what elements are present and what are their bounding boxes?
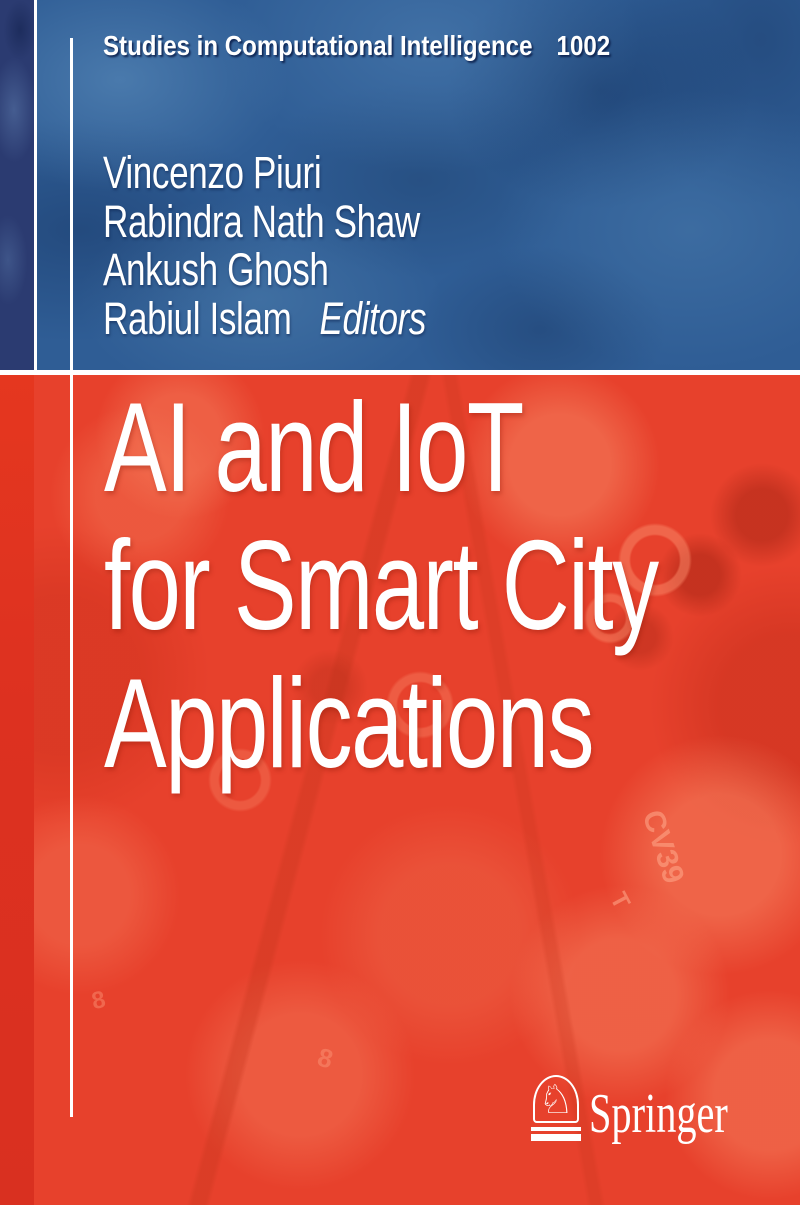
circuit-texture-mark: 8 xyxy=(89,985,108,1016)
book-title-line: Applications xyxy=(104,652,593,794)
left-navy-strip xyxy=(0,0,34,370)
circuit-texture-mark: T xyxy=(604,887,636,914)
series-name: Studies in Computational Intelligence xyxy=(103,30,533,61)
left-red-strip xyxy=(0,375,34,1205)
springer-logo-bar xyxy=(531,1134,581,1141)
publisher-name: Springer xyxy=(589,1083,728,1145)
editors-list xyxy=(103,149,426,343)
editors-label: Editors xyxy=(319,292,427,344)
horse-knight-glyph: ♘ xyxy=(538,1077,574,1123)
book-title-line: for Smart City xyxy=(104,514,658,656)
editor-name: Rabindra Nath Shaw xyxy=(103,195,420,247)
springer-horse-icon xyxy=(533,1075,579,1123)
editor-name: Vincenzo Piuri xyxy=(103,147,322,198)
circuit-texture-mark: 8 xyxy=(314,1041,337,1075)
series-title xyxy=(103,31,610,61)
inner-vertical-rule xyxy=(70,38,73,1117)
circuit-texture-mark: CV39 xyxy=(635,806,691,888)
editor-name-row xyxy=(103,292,427,344)
springer-logo-bar xyxy=(531,1127,581,1131)
series-volume: 1002 xyxy=(556,30,611,61)
editor-name: Rabiul Islam xyxy=(103,292,292,344)
book-title-line: AI and IoT xyxy=(104,376,523,518)
horizontal-divider xyxy=(0,370,800,375)
left-vertical-rule xyxy=(34,0,37,370)
editor-name: Ankush Ghosh xyxy=(103,244,329,295)
book-title xyxy=(104,378,658,792)
